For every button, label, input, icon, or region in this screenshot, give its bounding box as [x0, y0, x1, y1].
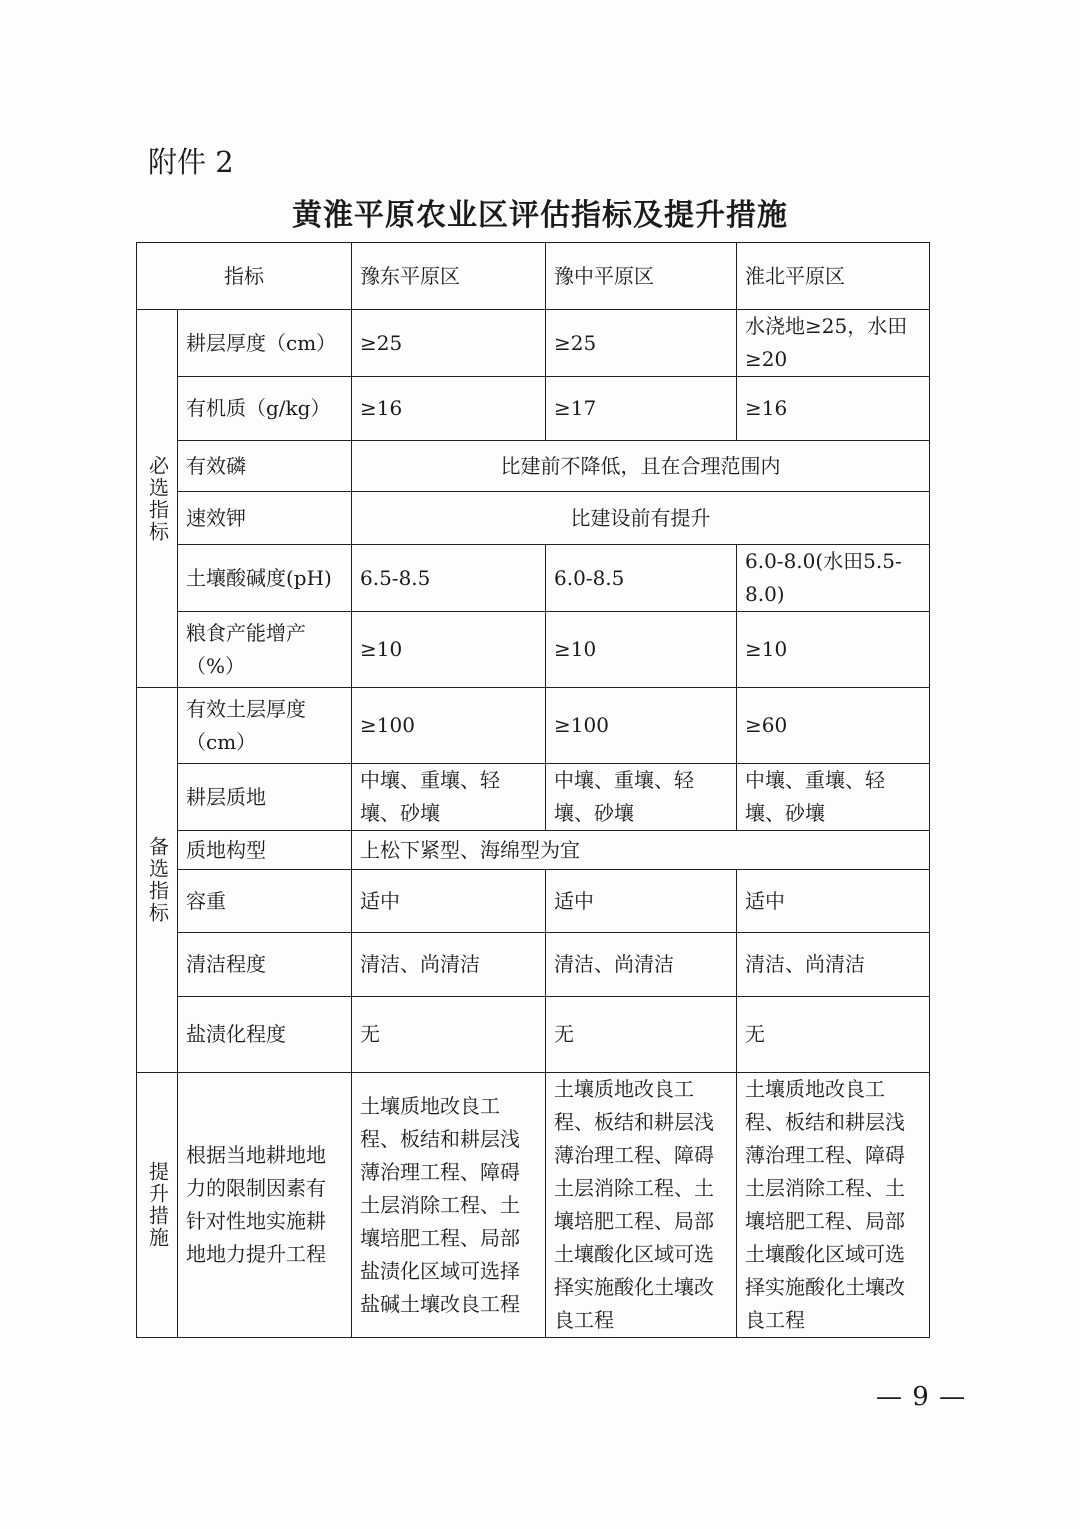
measures-group-label: 提升措施	[137, 1073, 178, 1338]
cell: 无	[546, 997, 737, 1073]
cell: ≥60	[737, 688, 930, 764]
indicator-table	[136, 242, 930, 1338]
cell: 清洁、尚清洁	[737, 933, 930, 997]
table-row	[137, 310, 930, 377]
cell: ≥25	[546, 310, 737, 377]
table-header-row	[137, 243, 930, 310]
table-row	[137, 492, 930, 545]
row-label: 土壤酸碱度(pH)	[178, 545, 352, 612]
table-row-measures	[137, 1073, 930, 1338]
row-label: 耕层厚度（cm）	[178, 310, 352, 377]
cell: ≥17	[546, 377, 737, 441]
header-zone-north: 淮北平原区	[737, 243, 930, 310]
document-title: 黄淮平原农业区评估指标及提升措施	[292, 198, 788, 233]
cell: 6.5-8.5	[352, 545, 546, 612]
table-row	[137, 612, 930, 688]
cell: ≥10	[352, 612, 546, 688]
cell: ≥25	[352, 310, 546, 377]
row-label: 有机质（g/kg）	[178, 377, 352, 441]
cell: ≥100	[352, 688, 546, 764]
merged-cell: 比建设前有提升	[352, 492, 930, 545]
measures-cell: 土壤质地改良工程、板结和耕层浅薄治理工程、障碍土层消除工程、土壤培肥工程、局部土壤酸化区域可选择实施酸化土壤改良工程	[546, 1073, 737, 1338]
table-row	[137, 831, 930, 870]
header-zone-east: 豫东平原区	[352, 243, 546, 310]
cell: ≥10	[546, 612, 737, 688]
measures-general: 根据当地耕地地力的限制因素有针对性地实施耕地地力提升工程	[178, 1073, 352, 1338]
header-indicator: 指标	[137, 243, 352, 310]
cell: ≥16	[352, 377, 546, 441]
measures-cell: 土壤质地改良工程、板结和耕层浅薄治理工程、障碍土层消除工程、土壤培肥工程、局部土壤酸化区域可选择实施酸化土壤改良工程	[737, 1073, 930, 1338]
cell: 6.0-8.5	[546, 545, 737, 612]
row-label: 盐渍化程度	[178, 997, 352, 1073]
table-row	[137, 441, 930, 492]
cell: 6.0-8.0(水田5.5-8.0)	[737, 545, 930, 612]
page-number: — 9 —	[876, 1382, 967, 1412]
header-zone-central: 豫中平原区	[546, 243, 737, 310]
annex-label: 附件 2	[148, 145, 234, 179]
optional-group-label: 备选指标	[137, 688, 178, 1073]
cell: 无	[737, 997, 930, 1073]
row-label: 粮食产能增产（%）	[178, 612, 352, 688]
cell: 适中	[352, 870, 546, 933]
merged-cell: 上松下紧型、海绵型为宜	[352, 831, 930, 870]
row-label: 速效钾	[178, 492, 352, 545]
table-row	[137, 688, 930, 764]
cell: ≥16	[737, 377, 930, 441]
row-label: 清洁程度	[178, 933, 352, 997]
cell: ≥100	[546, 688, 737, 764]
required-group-label: 必选指标	[137, 310, 178, 688]
row-label: 耕层质地	[178, 764, 352, 831]
cell: 无	[352, 997, 546, 1073]
table-row	[137, 545, 930, 612]
cell: 中壤、重壤、轻壤、砂壤	[546, 764, 737, 831]
cell: 适中	[737, 870, 930, 933]
cell: 中壤、重壤、轻壤、砂壤	[737, 764, 930, 831]
cell: 中壤、重壤、轻壤、砂壤	[352, 764, 546, 831]
cell: 水浇地≥25，水田≥20	[737, 310, 930, 377]
measures-cell: 土壤质地改良工程、板结和耕层浅薄治理工程、障碍土层消除工程、土壤培肥工程、局部盐渍化区域可选择盐碱土壤改良工程	[352, 1073, 546, 1338]
merged-cell: 比建前不降低，且在合理范围内	[352, 441, 930, 492]
cell: 适中	[546, 870, 737, 933]
row-label: 有效土层厚度（cm）	[178, 688, 352, 764]
row-label: 有效磷	[178, 441, 352, 492]
cell: 清洁、尚清洁	[546, 933, 737, 997]
cell: ≥10	[737, 612, 930, 688]
table-row	[137, 870, 930, 933]
table-row	[137, 377, 930, 441]
row-label: 容重	[178, 870, 352, 933]
row-label: 质地构型	[178, 831, 352, 870]
cell: 清洁、尚清洁	[352, 933, 546, 997]
table-row	[137, 764, 930, 831]
table-row	[137, 933, 930, 997]
table-row	[137, 997, 930, 1073]
